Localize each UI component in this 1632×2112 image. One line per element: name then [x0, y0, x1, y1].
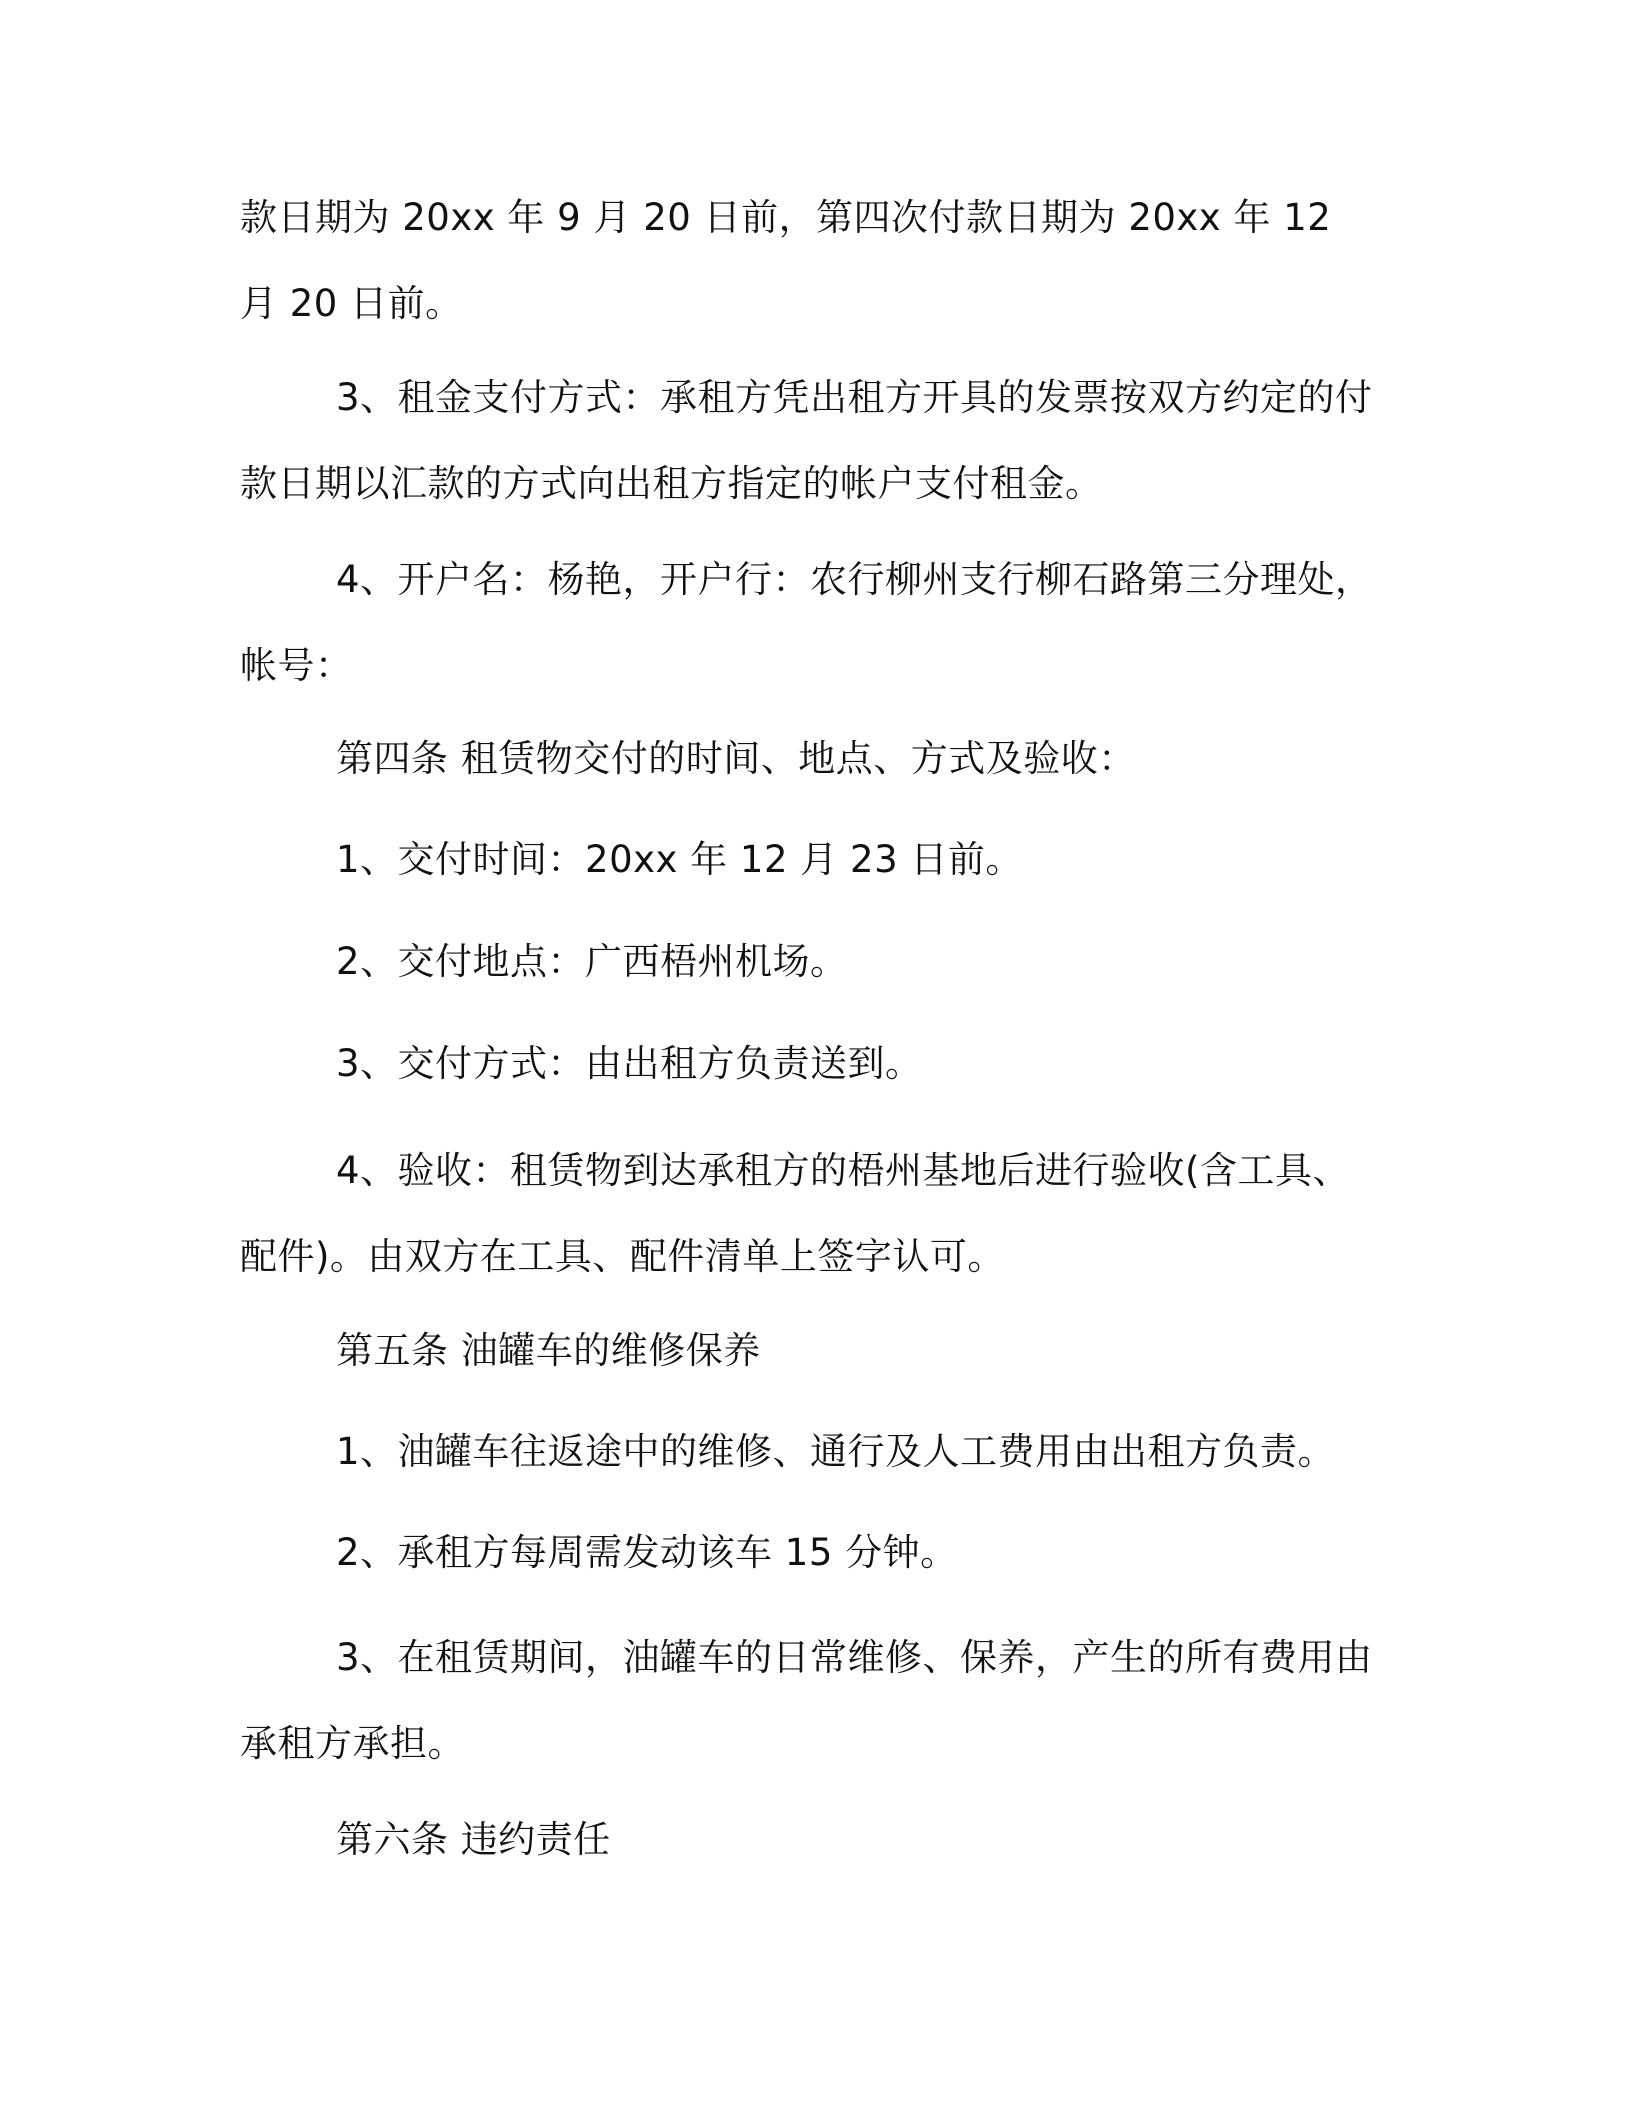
payment-dates-paragraph: 款日期为 20xx 年 9 月 20 日前，第四次付款日期为 20xx 年 12 月 20 日前。	[240, 196, 1332, 325]
article-six-heading: 第六条 违约责任	[336, 1818, 611, 1861]
article-four-heading: 第四条 租赁物交付的时间、地点、方式及验收：	[336, 737, 1136, 780]
delivery-time-paragraph: 1、交付时间：20xx 年 12 月 23 日前。	[336, 838, 1023, 881]
maintenance-item-1: 1、油罐车往返途中的维修、通行及人工费用由出租方负责。	[336, 1430, 1336, 1473]
delivery-method-paragraph: 3、交付方式：由出租方负责送到。	[336, 1042, 923, 1085]
maintenance-item-2: 2、承租方每周需发动该车 15 分钟。	[336, 1531, 958, 1574]
maintenance-item-3: 3、在租赁期间，油罐车的日常维修、保养，产生的所有费用由承租方承担。	[240, 1636, 1373, 1765]
bank-account-paragraph: 4、开户名：杨艳，开户行：农行柳州支行柳石路第三分理处，帐号：	[240, 558, 1373, 687]
rent-payment-method-paragraph: 3、租金支付方式：承租方凭出租方开具的发票按双方约定的付款日期以汇款的方式向出租方指定的帐户支付租金。	[240, 376, 1373, 505]
delivery-location-paragraph: 2、交付地点：广西梧州机场。	[336, 940, 848, 983]
acceptance-paragraph: 4、验收：租赁物到达承租方的梧州基地后进行验收(含工具、配件)。由双方在工具、配件清单上签字认可。	[240, 1149, 1350, 1278]
article-five-heading: 第五条 油罐车的维修保养	[336, 1329, 761, 1372]
